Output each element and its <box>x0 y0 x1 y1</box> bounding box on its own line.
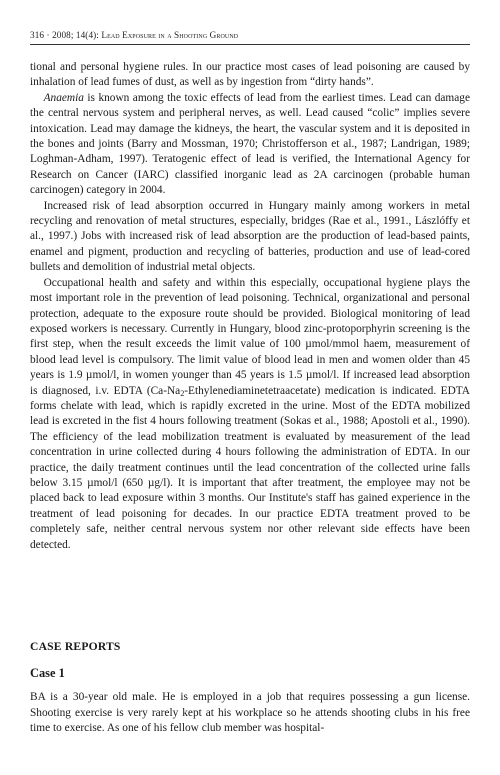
body-text <box>30 60 470 553</box>
page-number: 316 <box>30 30 45 40</box>
case-heading: Case 1 <box>30 666 65 680</box>
section-heading: CASE REPORTS <box>30 640 121 653</box>
paragraph-1: tional and personal hygiene rules. In our practice most cases of lead poisoning are caused by inhalation of lead fumes of dust, as well as by ingestion from “dirty hands”. <box>30 61 470 89</box>
header-separator: · <box>46 30 50 40</box>
header-rule <box>30 44 470 45</box>
paragraph-3: Increased risk of lead absorption occurred in Hungary mainly among workers in metal recycling and renovation of metal structures, especially, bridges (Rae et al., 1991., Lászlóffy et al., 1997.) Jobs with increased risk of lead absorption are the production of lead-based paints, enamel and pigment, production and recycling of batteries, production and use of lead-cored bullets and demolition of industrial metal objects. <box>30 199 470 274</box>
paragraph-4-text-b: -Ethylenediaminetetraacetate) medication is indicated. EDTA forms chelate with lead, which is rapidly excreted in the urine. Most of the EDTA mobilized lead is excreted in the fist 4 hours following treatment (Sokas et al., 1988; Apostoli et al., 1990). The efficiency of the lead mobilization treatment is evaluated by measurement of the lead concentration in urine collected during 4 hours following the administration of EDTA. In our practice, the daily treatment continues until the lead concentration of the collected urine falls below 3.15 µmol/l (650 µg/l). It is important that after treatment, the employee may not be placed back to lead exposure within 3 months. Our Institute's staff has gained experience in the treatment of lead poisoning for decades. In our practice EDTA treatment proved to be completely safe, neither central nervous system nor other relevant side effects have been detected. <box>30 384 470 551</box>
journal-issue: 2008; 14(4): <box>52 30 99 40</box>
sodium-subscript: 2 <box>180 388 185 398</box>
running-header <box>30 30 470 40</box>
running-title: Lead Exposure in a Shooting Ground <box>101 30 239 40</box>
case-text <box>30 690 470 737</box>
paragraph-2-text: is known among the toxic effects of lead from the earliest times. Lead can damage the central nervous system and peripheral nerves, as well. Lead caused “colic” implies severe intoxication. Lead may damage the kidneys, the heart, the vascular system and it is deposited in the bones and joints (Barry and Mossman, 1970; Christofferson et al., 1987; Landrigan, 1989; Loghman-Adham, 1997). Teratogenic effect of lead is verified, the International Agency for Research on Cancer (IARC) classified inorganic lead as 2A carcinogen (probable human carcinogen) category in 2004. <box>30 91 470 197</box>
anaemia-term: Anaemia <box>43 91 84 104</box>
case-paragraph: BA is a 30-year old male. He is employed in a job that requires possessing a gun license. Shooting exercise is very rarely kept at his workplace so he attends shooting clubs in his free time to exercise. As one of his fellow club member was hospital- <box>30 691 470 735</box>
paragraph-2 <box>30 91 470 199</box>
paragraph-4-text-a: Occupational health and safety and within this especially, occupational hygiene plays the most important role in the prevention of lead poisoning. Technical, organizational and personal protection, adequate to the exposure route should be provided. Biological monitoring of lead exposed workers is necessary. Currently in Hungary, blood zinc-protoporphyrin screening is the first step, when the result exceeds the limit value of 100 µmol/mmol haem, measurement of blood lead level is compulsory. The limit value of blood lead in men and women older than 45 years is 1.9 µmol/l, in women younger than 45 years is 1.5 µmol/l. If increased lead absorption is diagnosed, i.v. EDTA (Ca-Na <box>30 276 470 397</box>
paragraph-4 <box>30 276 470 553</box>
